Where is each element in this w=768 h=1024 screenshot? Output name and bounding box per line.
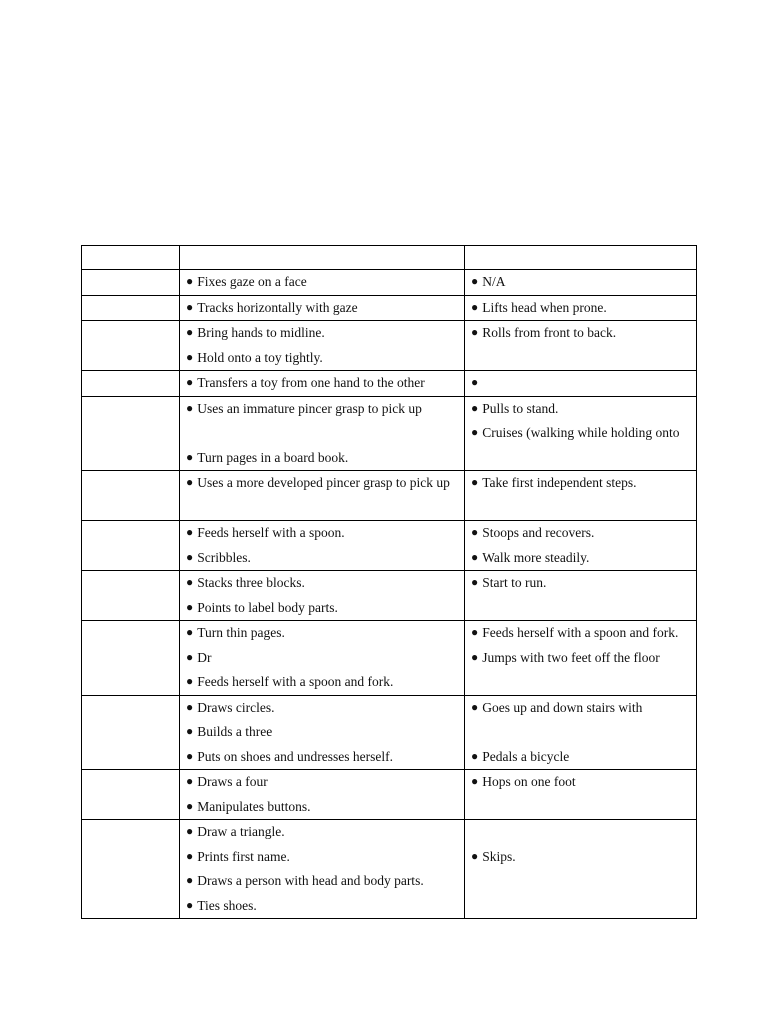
age-cell [82, 521, 180, 571]
gross-motor-cell [465, 770, 697, 820]
milestone-text: Draws circles. [197, 699, 275, 715]
milestone-item [471, 745, 696, 770]
milestone-item [186, 745, 464, 770]
milestone-item [186, 770, 464, 795]
milestone-item [186, 845, 464, 870]
milestone-text: Feeds herself with a spoon and fork. [197, 674, 394, 689]
milestone-text: Scribbles. [197, 549, 251, 565]
milestone-item [471, 397, 696, 422]
milestone-item [471, 421, 696, 446]
milestone-text: Cruises (walking while holding onto [482, 425, 680, 440]
fine-motor-cell [180, 621, 465, 696]
fine-motor-cell [180, 321, 465, 371]
milestone-item [186, 646, 464, 671]
header-cell-age [82, 246, 180, 270]
milestone-item [186, 446, 464, 471]
table-row [82, 371, 697, 397]
milestone-text: Ties shoes. [197, 897, 257, 913]
milestone-item [471, 845, 696, 870]
fine-motor-cell [180, 396, 465, 471]
fine-motor-cell [180, 521, 465, 571]
milestone-text: Hops on one foot [482, 774, 576, 789]
milestone-item [186, 521, 464, 546]
milestone-text: Fixes gaze on a face [197, 274, 307, 289]
blank-line [186, 496, 464, 521]
milestone-item [186, 296, 464, 321]
fine-motor-cell [180, 270, 465, 296]
gross-motor-cell [465, 371, 697, 397]
fine-motor-cell [180, 695, 465, 770]
milestone-text: Dr [197, 649, 212, 665]
milestone-item [471, 471, 696, 496]
milestone-text: Start to run. [482, 575, 547, 590]
milestone-item [471, 270, 696, 295]
milestone-text: Stacks three blocks. [197, 575, 305, 590]
milestone-text: Lifts head when prone. [482, 299, 607, 315]
age-cell [82, 770, 180, 820]
age-cell [82, 270, 180, 296]
table-row [82, 571, 697, 621]
milestone-item [471, 571, 696, 596]
milestone-item [186, 696, 464, 721]
gross-motor-cell [465, 571, 697, 621]
milestone-item [186, 471, 464, 496]
milestone-text: Pulls to stand. [482, 400, 559, 416]
milestone-item [186, 795, 464, 820]
milestone-item [186, 371, 464, 396]
age-cell [82, 571, 180, 621]
milestone-item [471, 521, 696, 546]
fine-motor-cell [180, 571, 465, 621]
milestone-text: Points to label body parts. [197, 599, 338, 615]
header-cell-gross-motor [465, 246, 697, 270]
milestone-text: Hold onto a toy tightly. [197, 349, 323, 365]
milestones-table [81, 245, 697, 919]
milestone-item [471, 696, 696, 721]
fine-motor-cell [180, 371, 465, 397]
milestone-item [471, 770, 696, 795]
table-row [82, 295, 697, 321]
milestone-item [471, 546, 696, 571]
milestone-item [186, 596, 464, 621]
table-body [82, 246, 697, 919]
milestone-text: Rolls from front to back. [482, 325, 617, 340]
milestone-item [186, 720, 464, 745]
milestone-text: Draws a person with head and body parts. [197, 873, 424, 888]
milestone-item [186, 894, 464, 919]
milestone-item [186, 346, 464, 371]
milestone-text: Walk more steadily. [482, 549, 590, 565]
fine-motor-cell [180, 295, 465, 321]
milestone-item [471, 621, 696, 646]
milestone-text: Bring hands to midline. [197, 325, 325, 340]
table-row [82, 471, 697, 521]
age-cell [82, 471, 180, 521]
gross-motor-cell [465, 695, 697, 770]
milestone-item [186, 397, 464, 422]
table-row [82, 695, 697, 770]
blank-line [186, 421, 464, 446]
milestone-text: Manipulates buttons. [197, 798, 311, 814]
milestone-text: Jumps with two feet off the floor [482, 649, 660, 665]
table-row [82, 820, 697, 919]
milestone-text: Take first independent steps. [482, 475, 637, 490]
age-cell [82, 396, 180, 471]
milestone-text: Feeds herself with a spoon and fork. [482, 625, 679, 640]
age-cell [82, 295, 180, 321]
milestone-text: Skips. [482, 848, 516, 864]
gross-motor-cell [465, 396, 697, 471]
milestone-text: Stoops and recovers. [482, 525, 595, 540]
milestone-text: Feeds herself with a spoon. [197, 525, 345, 540]
milestone-text: Goes up and down stairs with [482, 699, 643, 715]
milestone-text: Pedals a bicycle [482, 748, 570, 764]
milestone-item [186, 270, 464, 295]
age-cell [82, 371, 180, 397]
age-cell [82, 820, 180, 919]
table-row [82, 621, 697, 696]
gross-motor-cell [465, 521, 697, 571]
gross-motor-cell [465, 471, 697, 521]
milestone-text: Prints first name. [197, 848, 290, 864]
gross-motor-cell [465, 270, 697, 296]
milestone-item [471, 296, 696, 321]
milestone-item [186, 869, 464, 894]
gross-motor-cell [465, 820, 697, 919]
header-cell-fine-motor [180, 246, 465, 270]
age-cell [82, 695, 180, 770]
fine-motor-cell [180, 820, 465, 919]
age-cell [82, 621, 180, 696]
milestone-item [471, 321, 696, 346]
milestone-item [471, 646, 696, 671]
milestone-text: Uses an immature pincer grasp to pick up [197, 400, 422, 416]
milestone-text: Draw a triangle. [197, 824, 285, 839]
fine-motor-cell [180, 770, 465, 820]
milestone-text: Draws a four [197, 774, 268, 789]
gross-motor-cell [465, 321, 697, 371]
milestone-item [186, 321, 464, 346]
table-row [82, 521, 697, 571]
milestone-text: Tracks horizontally with gaze [197, 299, 358, 315]
milestone-text: N/A [482, 274, 506, 289]
milestone-item [186, 546, 464, 571]
milestone-item [186, 820, 464, 845]
milestone-text: Builds a three [197, 724, 273, 739]
milestone-text: Turn pages in a board book. [197, 449, 349, 465]
milestone-item [186, 670, 464, 695]
gross-motor-cell [465, 621, 697, 696]
milestone-text: Transfers a toy from one hand to the other [197, 375, 425, 390]
gross-motor-cell [465, 295, 697, 321]
milestone-text: Turn thin pages. [197, 625, 285, 640]
fine-motor-cell [180, 471, 465, 521]
table-row [82, 396, 697, 471]
age-cell [82, 321, 180, 371]
milestone-item [471, 371, 696, 396]
milestone-text: Puts on shoes and undresses herself. [197, 748, 393, 764]
milestone-text: Uses a more developed pincer grasp to pick up [197, 475, 450, 490]
table-header-row [82, 246, 697, 270]
table-row [82, 770, 697, 820]
milestone-item [186, 571, 464, 596]
milestone-item [186, 621, 464, 646]
table-row [82, 321, 697, 371]
blank-line [471, 820, 696, 845]
table-row [82, 270, 697, 296]
blank-line [471, 720, 696, 745]
